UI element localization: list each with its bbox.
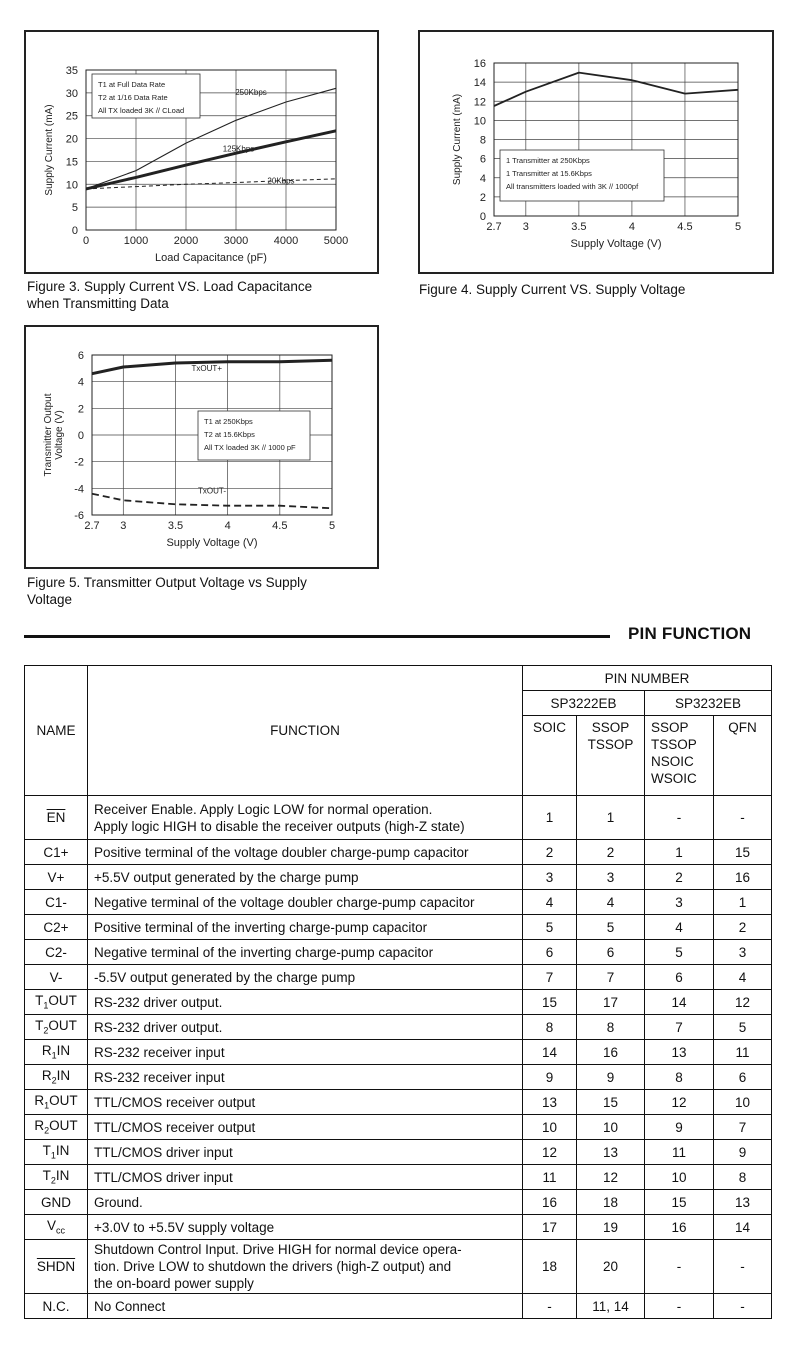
- y-tick-label: -2: [74, 456, 84, 469]
- pin-name: [25, 890, 88, 915]
- figure-3-caption-line1: Figure 3. Supply Current VS. Load Capacitance: [27, 279, 313, 294]
- pin-function: [88, 1165, 523, 1190]
- pin-function-line: Ground.: [94, 1194, 143, 1210]
- x-tick-label: 3: [522, 221, 529, 233]
- pin-name-subscript: 2: [50, 1175, 56, 1186]
- y-tick-label: 14: [473, 77, 486, 90]
- y-tick-label: 0: [77, 430, 84, 442]
- pin-function-line: Negative terminal of the inverting charge-pump capacitor: [94, 944, 434, 960]
- pin-number-ssop2: -: [645, 1240, 714, 1294]
- header-name: NAME: [25, 666, 88, 796]
- pin-number-soic: 11: [523, 1165, 577, 1190]
- pin-name-suffix: IN: [55, 1168, 70, 1184]
- x-tick-label: 5: [734, 221, 742, 233]
- pin-function-line: Receiver Enable. Apply Logic LOW for normal operation.: [94, 801, 433, 817]
- pin-name-subscript: 2: [44, 1125, 50, 1136]
- header-function: FUNCTION: [88, 666, 523, 796]
- pin-name-text: C2+: [43, 919, 69, 935]
- pin-function-line: +5.5V output generated by the charge pump: [94, 869, 359, 885]
- pin-number-qfn: 11: [714, 1040, 772, 1065]
- pin-number-ssop2: 5: [645, 940, 714, 965]
- pin-name: [25, 915, 88, 940]
- pin-name: [25, 965, 88, 990]
- y-tick-label: 6: [77, 350, 84, 362]
- pin-function: [88, 1015, 523, 1040]
- y-tick-label: 15: [65, 156, 78, 169]
- pin-name-suffix: IN: [56, 1068, 71, 1084]
- pin-number-soic: 7: [523, 965, 577, 990]
- figure-5-caption-line2: Voltage: [27, 592, 73, 607]
- series-label: TxOUT-: [198, 486, 226, 496]
- table-row: [25, 915, 772, 940]
- pin-number-qfn: 1: [714, 890, 772, 915]
- pin-number-qfn: 15: [714, 840, 772, 865]
- pin-number-qfn: 10: [714, 1090, 772, 1115]
- pin-name-text: C1-: [45, 894, 67, 910]
- pin-number-soic: 3: [523, 865, 577, 890]
- figure-3-plot: [26, 32, 377, 272]
- series-label: 125Kbps: [222, 144, 255, 154]
- y-tick-label: 10: [65, 179, 78, 192]
- pin-name-text: R: [41, 1043, 52, 1059]
- series-label: TxOUT+: [191, 364, 223, 373]
- y-tick-label: 0: [71, 225, 78, 237]
- pin-name: [25, 1294, 88, 1319]
- pin-function-line: Apply logic HIGH to disable the receiver outputs (high-Z state): [94, 818, 465, 834]
- x-tick-label: 4.5: [272, 520, 288, 532]
- pin-name-text: SHDN: [36, 1259, 76, 1274]
- pin-number-soic: 14: [523, 1040, 577, 1065]
- pin-name-suffix: OUT: [48, 993, 77, 1009]
- pin-name: [25, 865, 88, 890]
- pin-name-text: V: [46, 1218, 56, 1234]
- pin-number-ssop2: 7: [645, 1015, 714, 1040]
- pin-name: [25, 1090, 88, 1115]
- header-pin-number: PIN NUMBER: [523, 666, 772, 691]
- pin-function-line: Positive terminal of the inverting charge-pump capacitor: [94, 919, 428, 935]
- legend-entry: All TX loaded 3K // CLoad: [98, 106, 185, 115]
- pin-name: [25, 1165, 88, 1190]
- figure-4-chart: [418, 30, 774, 274]
- header-sp3222eb: SP3222EB: [523, 691, 645, 716]
- pin-name-text: T: [42, 1168, 51, 1184]
- table-row: [25, 840, 772, 865]
- y-tick-label: 2: [479, 191, 486, 204]
- pin-number-ssop2: 6: [645, 965, 714, 990]
- pin-number-qfn: 4: [714, 965, 772, 990]
- pin-function-line: -5.5V output generated by the charge pump: [94, 969, 356, 985]
- pin-number-ssop2: 8: [645, 1065, 714, 1090]
- y-tick-label: 10: [473, 115, 486, 128]
- legend-entry: 1 Transmitter at 15.6Kbps: [506, 169, 592, 178]
- pin-name-subscript: 2: [43, 1025, 49, 1036]
- pin-function-line: the on-board power supply: [94, 1276, 254, 1291]
- pin-number-ssop: 19: [577, 1215, 645, 1240]
- pin-function: [88, 990, 523, 1015]
- pin-number-ssop2: 12: [645, 1090, 714, 1115]
- pin-function-line: TTL/CMOS receiver output: [94, 1094, 256, 1110]
- table-row: [25, 1090, 772, 1115]
- table-row: [25, 1115, 772, 1140]
- pin-name-text: C2-: [45, 944, 67, 960]
- pin-name: [25, 1115, 88, 1140]
- pin-name: [25, 1140, 88, 1165]
- series-label: 250Kbps: [235, 88, 267, 98]
- y-axis-label: Supply Current (mA): [452, 93, 463, 186]
- pin-number-ssop: 10: [577, 1115, 645, 1140]
- pin-number-qfn: 14: [714, 1215, 772, 1240]
- figure-4-caption-line1: Figure 4. Supply Current VS. Supply Voltage: [419, 282, 686, 297]
- pin-name: [25, 940, 88, 965]
- x-tick-label: 4: [628, 221, 635, 233]
- pin-function: [88, 965, 523, 990]
- x-tick-label: 5000: [323, 235, 349, 247]
- y-tick-label: -4: [74, 483, 84, 496]
- figure-5-caption: [27, 574, 307, 608]
- pin-function-line: TTL/CMOS receiver output: [94, 1119, 256, 1135]
- table-row: [25, 965, 772, 990]
- y-axis-label-line2: Voltage (V): [54, 410, 65, 460]
- pin-number-ssop2: 3: [645, 890, 714, 915]
- x-tick-label: 3.5: [167, 520, 184, 532]
- pin-number-qfn: 9: [714, 1140, 772, 1165]
- pin-function-line: tion. Drive LOW to shutdown the drivers (high-Z output) and: [94, 1259, 452, 1274]
- pin-number-qfn: 3: [714, 940, 772, 965]
- pin-name-subscript: 1: [51, 1050, 57, 1061]
- legend-entry: 1 Transmitter at 250Kbps: [506, 156, 590, 165]
- pin-number-ssop: 8: [577, 1015, 645, 1040]
- pin-number-qfn: 16: [714, 865, 772, 890]
- y-tick-label: 4: [479, 172, 486, 185]
- pin-number-ssop: 13: [577, 1140, 645, 1165]
- pin-name: [25, 1215, 88, 1240]
- table-row: [25, 1140, 772, 1165]
- x-tick-label: 4.5: [677, 221, 693, 233]
- section-rule: [24, 635, 610, 638]
- legend-entry: All transmitters loaded with 3K // 1000pf: [506, 182, 639, 191]
- pin-number-ssop2: 10: [645, 1165, 714, 1190]
- pin-function: [88, 1190, 523, 1215]
- header-ssop-tssop-nsoic-wsoic: [645, 716, 714, 796]
- pin-number-soic: 12: [523, 1140, 577, 1165]
- pin-number-soic: 16: [523, 1190, 577, 1215]
- header-pkg-2: NSOIC: [651, 754, 694, 769]
- y-tick-label: 30: [65, 87, 78, 100]
- y-tick-label: 25: [65, 110, 78, 123]
- x-tick-label: 2.7: [84, 520, 100, 532]
- pin-function: [88, 865, 523, 890]
- table-row: [25, 1065, 772, 1090]
- pin-function-line: TTL/CMOS driver input: [94, 1169, 233, 1185]
- table-row: [25, 1215, 772, 1240]
- pin-number-soic: 4: [523, 890, 577, 915]
- pin-number-ssop2: 9: [645, 1115, 714, 1140]
- pin-number-qfn: -: [714, 796, 772, 840]
- figure-5-chart: [24, 325, 379, 569]
- pin-function: [88, 1115, 523, 1140]
- legend-entry: T2 at 1/16 Data Rate: [98, 93, 168, 102]
- pin-function-line: RS-232 driver output.: [94, 1019, 223, 1035]
- pin-function-line: No Connect: [94, 1298, 166, 1314]
- figure-4-plot: [420, 32, 772, 272]
- pin-number-ssop: 3: [577, 865, 645, 890]
- pin-number-ssop: 15: [577, 1090, 645, 1115]
- pin-name: [25, 1015, 88, 1040]
- pin-number-ssop: 1: [577, 796, 645, 840]
- pin-name-text: T: [35, 1018, 44, 1034]
- pin-number-qfn: 7: [714, 1115, 772, 1140]
- pin-name: [25, 1040, 88, 1065]
- pin-name-suffix: IN: [55, 1143, 70, 1159]
- header-ssop-tssop-1: TSSOP: [587, 737, 634, 752]
- y-tick-label: 20: [65, 133, 78, 146]
- header-ssop-tssop-0: SSOP: [591, 720, 630, 735]
- pin-function: [88, 840, 523, 865]
- table-row: [25, 1190, 772, 1215]
- pin-function: [88, 1294, 523, 1319]
- pin-number-ssop: 6: [577, 940, 645, 965]
- pin-function-line: Positive terminal of the voltage doubler charge-pump capacitor: [94, 844, 469, 860]
- figure-3-caption-line2: when Transmitting Data: [27, 296, 169, 311]
- pin-number-qfn: 2: [714, 915, 772, 940]
- table-row: [25, 1015, 772, 1040]
- pin-number-qfn: 5: [714, 1015, 772, 1040]
- pin-number-qfn: 8: [714, 1165, 772, 1190]
- pin-number-ssop2: 13: [645, 1040, 714, 1065]
- x-tick-label: 3.5: [571, 221, 587, 233]
- pin-number-soic: 5: [523, 915, 577, 940]
- pin-number-soic: 17: [523, 1215, 577, 1240]
- pin-number-ssop2: 1: [645, 840, 714, 865]
- pin-number-ssop: 12: [577, 1165, 645, 1190]
- y-tick-label: 8: [479, 134, 486, 147]
- pin-number-ssop2: 14: [645, 990, 714, 1015]
- pin-name-suffix: OUT: [48, 1018, 77, 1034]
- pin-function-line: RS-232 receiver input: [94, 1069, 225, 1085]
- x-tick-label: 2.7: [486, 221, 502, 233]
- legend-entry: T2 at 15.6Kbps: [204, 430, 255, 439]
- pin-number-soic: 1: [523, 796, 577, 840]
- pin-name-text: V+: [47, 869, 65, 885]
- y-tick-label: 16: [473, 58, 486, 70]
- pin-function-line: +3.0V to +5.5V supply voltage: [94, 1219, 275, 1235]
- pin-function: [88, 940, 523, 965]
- pin-number-ssop2: -: [645, 1294, 714, 1319]
- y-axis-label: Supply Current (mA): [44, 104, 55, 196]
- pin-number-qfn: 6: [714, 1065, 772, 1090]
- pin-number-ssop: 4: [577, 890, 645, 915]
- pin-name-subscript: 2: [51, 1075, 57, 1086]
- pin-number-ssop: 11, 14: [577, 1294, 645, 1319]
- series-label: 20Kbps: [267, 176, 295, 186]
- pin-number-qfn: 12: [714, 990, 772, 1015]
- pin-name-text: R: [34, 1118, 45, 1134]
- figure-5-plot: [26, 327, 377, 567]
- pin-number-ssop2: 16: [645, 1215, 714, 1240]
- pin-name-suffix: OUT: [49, 1118, 78, 1134]
- table-row: [25, 1294, 772, 1319]
- table-row: [25, 990, 772, 1015]
- pin-number-soic: 9: [523, 1065, 577, 1090]
- pin-name-text: GND: [41, 1194, 71, 1210]
- pin-number-ssop: 5: [577, 915, 645, 940]
- x-tick-label: 5: [328, 520, 336, 532]
- x-tick-label: 2000: [173, 235, 199, 247]
- pin-name-subscript: cc: [56, 1225, 65, 1236]
- pin-number-soic: 18: [523, 1240, 577, 1294]
- legend-entry: T1 at Full Data Rate: [98, 80, 166, 89]
- x-axis-label: Supply Voltage (V): [570, 238, 662, 250]
- pin-function: [88, 1140, 523, 1165]
- pin-name-subscript: 1: [44, 1100, 50, 1111]
- pin-number-ssop: 17: [577, 990, 645, 1015]
- pin-name: [25, 1190, 88, 1215]
- legend-entry: All TX loaded 3K // 1000 pF: [204, 443, 296, 452]
- pin-name: [25, 840, 88, 865]
- y-axis-label-line1: Transmitter Output: [43, 393, 54, 477]
- pin-function-table: [24, 665, 772, 1319]
- pin-number-ssop2: 11: [645, 1140, 714, 1165]
- pin-function: [88, 915, 523, 940]
- table-row: [25, 796, 772, 840]
- pin-name: [25, 990, 88, 1015]
- x-tick-label: 4000: [273, 235, 299, 247]
- pin-function: [88, 1240, 523, 1294]
- x-axis-label: Load Capacitance (pF): [155, 252, 267, 264]
- pin-name-subscript: 1: [50, 1150, 56, 1161]
- y-tick-label: 0: [479, 211, 486, 223]
- pin-name-text: $\overline{EN}$: [46, 810, 66, 825]
- pin-function: [88, 1215, 523, 1240]
- pin-function: [88, 1040, 523, 1065]
- header-ssop-tssop: [577, 716, 645, 796]
- pin-name-subscript: 1: [43, 1000, 49, 1011]
- x-tick-label: 3: [120, 520, 127, 532]
- pin-function-line: RS-232 driver output.: [94, 994, 223, 1010]
- figure-4-caption: [419, 281, 685, 298]
- x-tick-label: 3000: [223, 235, 249, 247]
- pin-number-ssop: 18: [577, 1190, 645, 1215]
- table-row: [25, 865, 772, 890]
- pin-number-qfn: -: [714, 1240, 772, 1294]
- y-tick-label: 6: [479, 153, 486, 166]
- pin-function-title: PIN FUNCTION: [628, 624, 752, 643]
- pin-name-suffix: IN: [56, 1043, 71, 1059]
- pin-name-text: T: [35, 993, 44, 1009]
- figure-3-caption: [27, 278, 312, 312]
- pin-function: [88, 1065, 523, 1090]
- pin-number-ssop2: 4: [645, 915, 714, 940]
- figure-3-chart: [24, 30, 379, 274]
- pin-number-soic: 6: [523, 940, 577, 965]
- x-tick-label: 0: [82, 235, 90, 247]
- x-tick-label: 4: [224, 520, 231, 532]
- pin-name-text: C1+: [43, 844, 69, 860]
- pin-name: [25, 1240, 88, 1294]
- pin-function: [88, 796, 523, 840]
- pin-number-ssop2: -: [645, 796, 714, 840]
- header-qfn: QFN: [714, 716, 772, 796]
- header-sp3232eb: SP3232EB: [645, 691, 772, 716]
- x-axis-label: Supply Voltage (V): [166, 537, 258, 549]
- pin-number-ssop: 7: [577, 965, 645, 990]
- pin-function-line: TTL/CMOS driver input: [94, 1144, 233, 1160]
- y-tick-label: 12: [473, 96, 486, 109]
- pin-number-ssop2: 2: [645, 865, 714, 890]
- pin-function-line: RS-232 receiver input: [94, 1044, 225, 1060]
- series-line-txout-: [92, 494, 332, 509]
- table-row: [25, 940, 772, 965]
- y-tick-label: 35: [65, 65, 78, 77]
- pin-name-text: N.C.: [42, 1298, 70, 1314]
- x-tick-label: 1000: [123, 235, 149, 247]
- table-row: [25, 1040, 772, 1065]
- header-pkg-0: SSOP: [651, 720, 689, 735]
- header-pkg-3: WSOIC: [651, 771, 697, 786]
- pin-function-line: Shutdown Control Input. Drive HIGH for normal device opera-: [94, 1242, 462, 1257]
- pin-name-text: R: [41, 1068, 52, 1084]
- pin-name: [25, 1065, 88, 1090]
- y-tick-label: -6: [74, 510, 84, 522]
- pin-function: [88, 890, 523, 915]
- table-row: [25, 890, 772, 915]
- pin-number-soic: 13: [523, 1090, 577, 1115]
- pin-number-qfn: 13: [714, 1190, 772, 1215]
- pin-number-soic: 2: [523, 840, 577, 865]
- pin-number-ssop2: 15: [645, 1190, 714, 1215]
- pin-number-ssop: 16: [577, 1040, 645, 1065]
- pin-number-soic: 15: [523, 990, 577, 1015]
- table-row: [25, 1165, 772, 1190]
- pin-number-soic: -: [523, 1294, 577, 1319]
- header-soic: SOIC: [523, 716, 577, 796]
- y-tick-label: 2: [77, 403, 84, 416]
- pin-number-soic: 10: [523, 1115, 577, 1140]
- pin-name-text: T: [42, 1143, 51, 1159]
- pin-number-ssop: 20: [577, 1240, 645, 1294]
- pin-function-line: Negative terminal of the voltage doubler charge-pump capacitor: [94, 894, 475, 910]
- pin-number-qfn: -: [714, 1294, 772, 1319]
- pin-function: [88, 1090, 523, 1115]
- pin-name-suffix: OUT: [49, 1093, 78, 1109]
- pin-number-ssop: 2: [577, 840, 645, 865]
- pin-name: [25, 796, 88, 840]
- pin-name-text: R: [34, 1093, 45, 1109]
- y-tick-label: 5: [71, 202, 78, 215]
- header-pkg-1: TSSOP: [651, 737, 697, 752]
- pin-name-text: V-: [49, 969, 63, 985]
- pin-number-ssop: 9: [577, 1065, 645, 1090]
- legend-entry: T1 at 250Kbps: [204, 417, 253, 426]
- table-row: [25, 1240, 772, 1294]
- pin-number-soic: 8: [523, 1015, 577, 1040]
- y-tick-label: 4: [77, 376, 84, 389]
- figure-5-caption-line1: Figure 5. Transmitter Output Voltage vs Supply: [27, 575, 307, 590]
